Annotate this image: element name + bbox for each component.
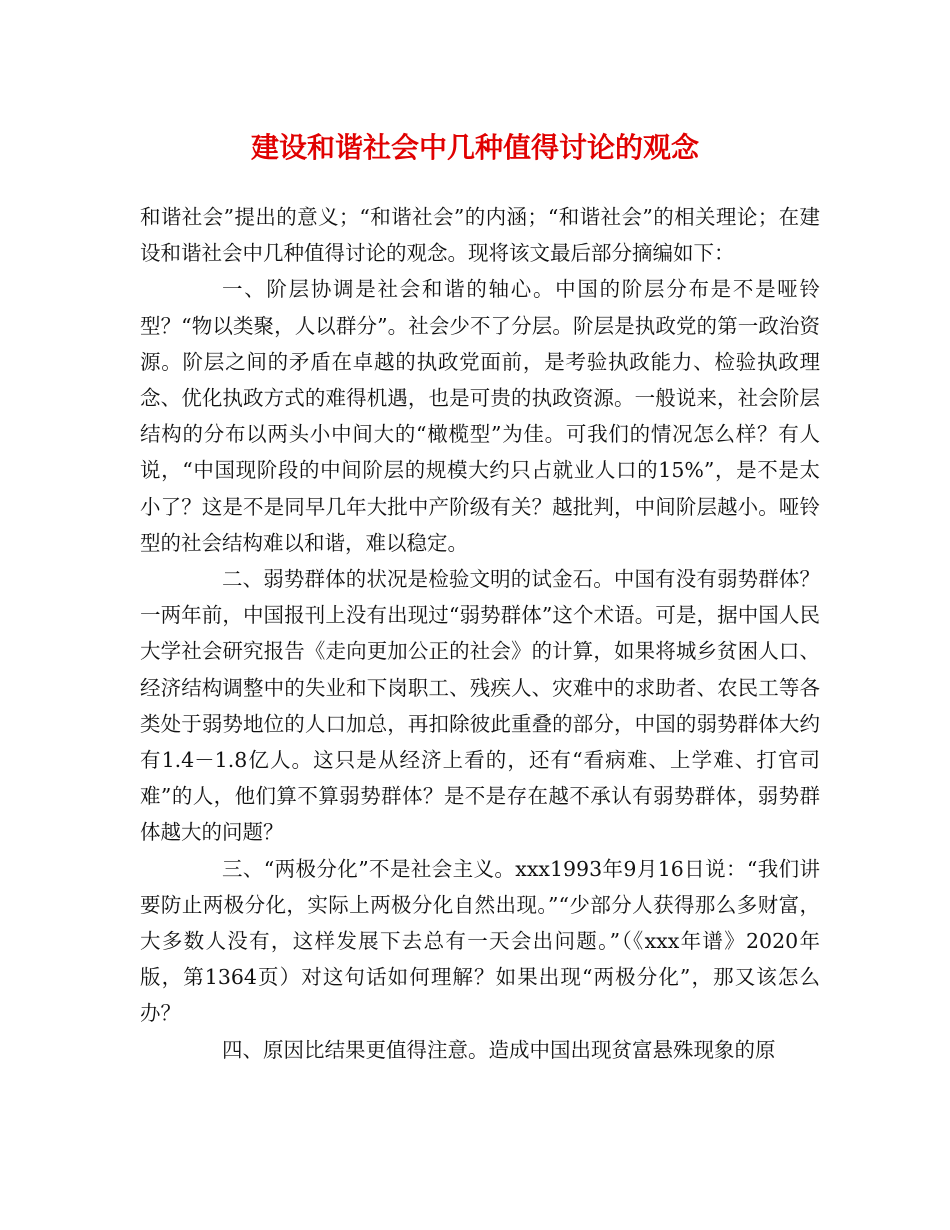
paragraph-1: 一、阶层协调是社会和谐的轴心。中国的阶层分布是不是哑铃型？“物以类聚，人以群分”。社会少不了分层。阶层是执政党的第一政治资源。阶层之间的矛盾在卓越的执政党面前，是考验执政能力、检验执政理念、优化执政方式的难得机遇，也是可贵的执政资源。一般说来，社会阶层结构的分布以两头小中间大的“橄榄型”为佳。可我们的情况怎么样？有人说，“中国现阶段的中间阶层的规模大约只占就业人口的15%”，是不是太小了？这是不是同早几年大批中产阶级有关？越批判，中间阶层越小。哑铃型的社会结构难以和谐，难以稳定。 bbox=[140, 277, 820, 555]
paragraph-3: 三、“两极分化”不是社会主义。xxx1993年9月16日说：“我们讲要防止两极分化，实际上两极分化自然出现。”“少部分人获得那么多财富，大多数人没有，这样发展下去总有一天会出问题。”（《xxx年谱》2020年版，第1364页）对这句话如何理解？如果出现“两极分化”，那又该怎么办？ bbox=[140, 856, 820, 1026]
document-body bbox=[140, 199, 820, 1068]
paragraph-intro: 和谐社会”提出的意义；“和谐社会”的内涵；“和谐社会”的相关理论；在建设和谐社会中几种值得讨论的观念。现将该文最后部分摘编如下： bbox=[140, 205, 820, 266]
paragraph-2: 二、弱势群体的状况是检验文明的试金石。中国有没有弱势群体？一两年前，中国报刊上没有出现过“弱势群体”这个术语。可是，据中国人民大学社会研究报告《走向更加公正的社会》的计算，如果将城乡贫困人口、经济结构调整中的失业和下岗职工、残疾人、灾难中的求助者、农民工等各类处于弱势地位的人口加总，再扣除彼此重叠的部分，中国的弱势群体大约有1.4－1.8亿人。这只是从经济上看的，还有“看病难、上学难、打官司难”的人，他们算不算弱势群体？是不是存在越不承认有弱势群体，弱势群体越大的问题？ bbox=[140, 567, 820, 845]
document-title: 建设和谐社会中几种值得讨论的观念 bbox=[250, 131, 699, 164]
paragraph-4: 四、原因比结果更值得注意。造成中国出现贫富悬殊现象的原 bbox=[222, 1037, 776, 1062]
